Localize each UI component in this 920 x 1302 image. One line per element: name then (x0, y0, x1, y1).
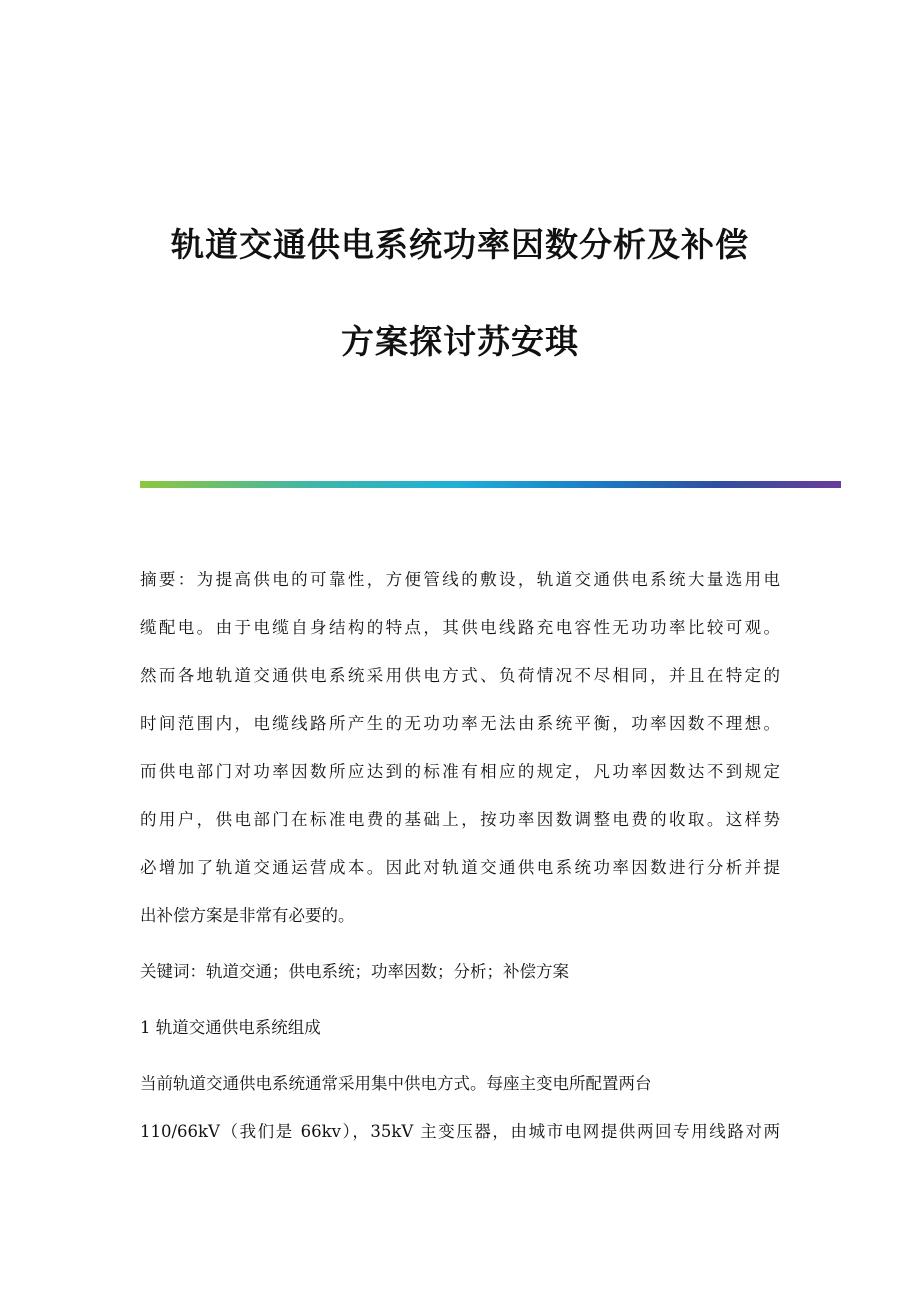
gradient-divider (140, 481, 841, 488)
abstract-line: 摘要：为提高供电的可靠性，方便管线的敷设，轨道交通供电系统大量选用电 (140, 570, 780, 589)
document-title-line-1: 轨道交通供电系统功率因数分析及补偿 (171, 225, 749, 264)
body-line: 当前轨道交通供电系统通常采用集中供电方式。每座主变电所配置两台 (140, 1074, 652, 1093)
abstract-line: 出补偿方案是非常有必要的。 (140, 906, 355, 925)
abstract-line: 然而各地轨道交通供电系统采用供电方式、负荷情况不尽相同，并且在特定的 (140, 666, 780, 685)
abstract-paragraph (140, 556, 780, 940)
abstract-line: 时间范围内，电缆线路所产生的无功功率无法由系统平衡，功率因数不理想。 (140, 714, 780, 733)
section-1-heading: 1 轨道交通供电系统组成 (140, 1018, 321, 1037)
section-1-paragraph (140, 1060, 780, 1156)
abstract-line: 缆配电。由于电缆自身结构的特点，其供电线路充电容性无功功率比较可观。 (140, 618, 780, 637)
document-title-line-2: 方案探讨苏安琪 (341, 322, 579, 361)
body-line: 110/66kV（我们是 66kv），35kV 主变压器，由城市电网提供两回专用线路对两 (140, 1122, 780, 1141)
keywords-line: 关键词：轨道交通；供电系统；功率因数；分析；补偿方案 (140, 962, 569, 981)
keywords-paragraph (140, 948, 780, 996)
abstract-line: 的用户，供电部门在标准电费的基础上，按功率因数调整电费的收取。这样势 (140, 810, 780, 829)
abstract-line: 而供电部门对功率因数所应达到的标准有相应的规定，凡功率因数达不到规定 (140, 762, 780, 781)
section-heading (140, 1004, 780, 1052)
abstract-line: 必增加了轨道交通运营成本。因此对轨道交通供电系统功率因数进行分析并提 (140, 858, 780, 877)
